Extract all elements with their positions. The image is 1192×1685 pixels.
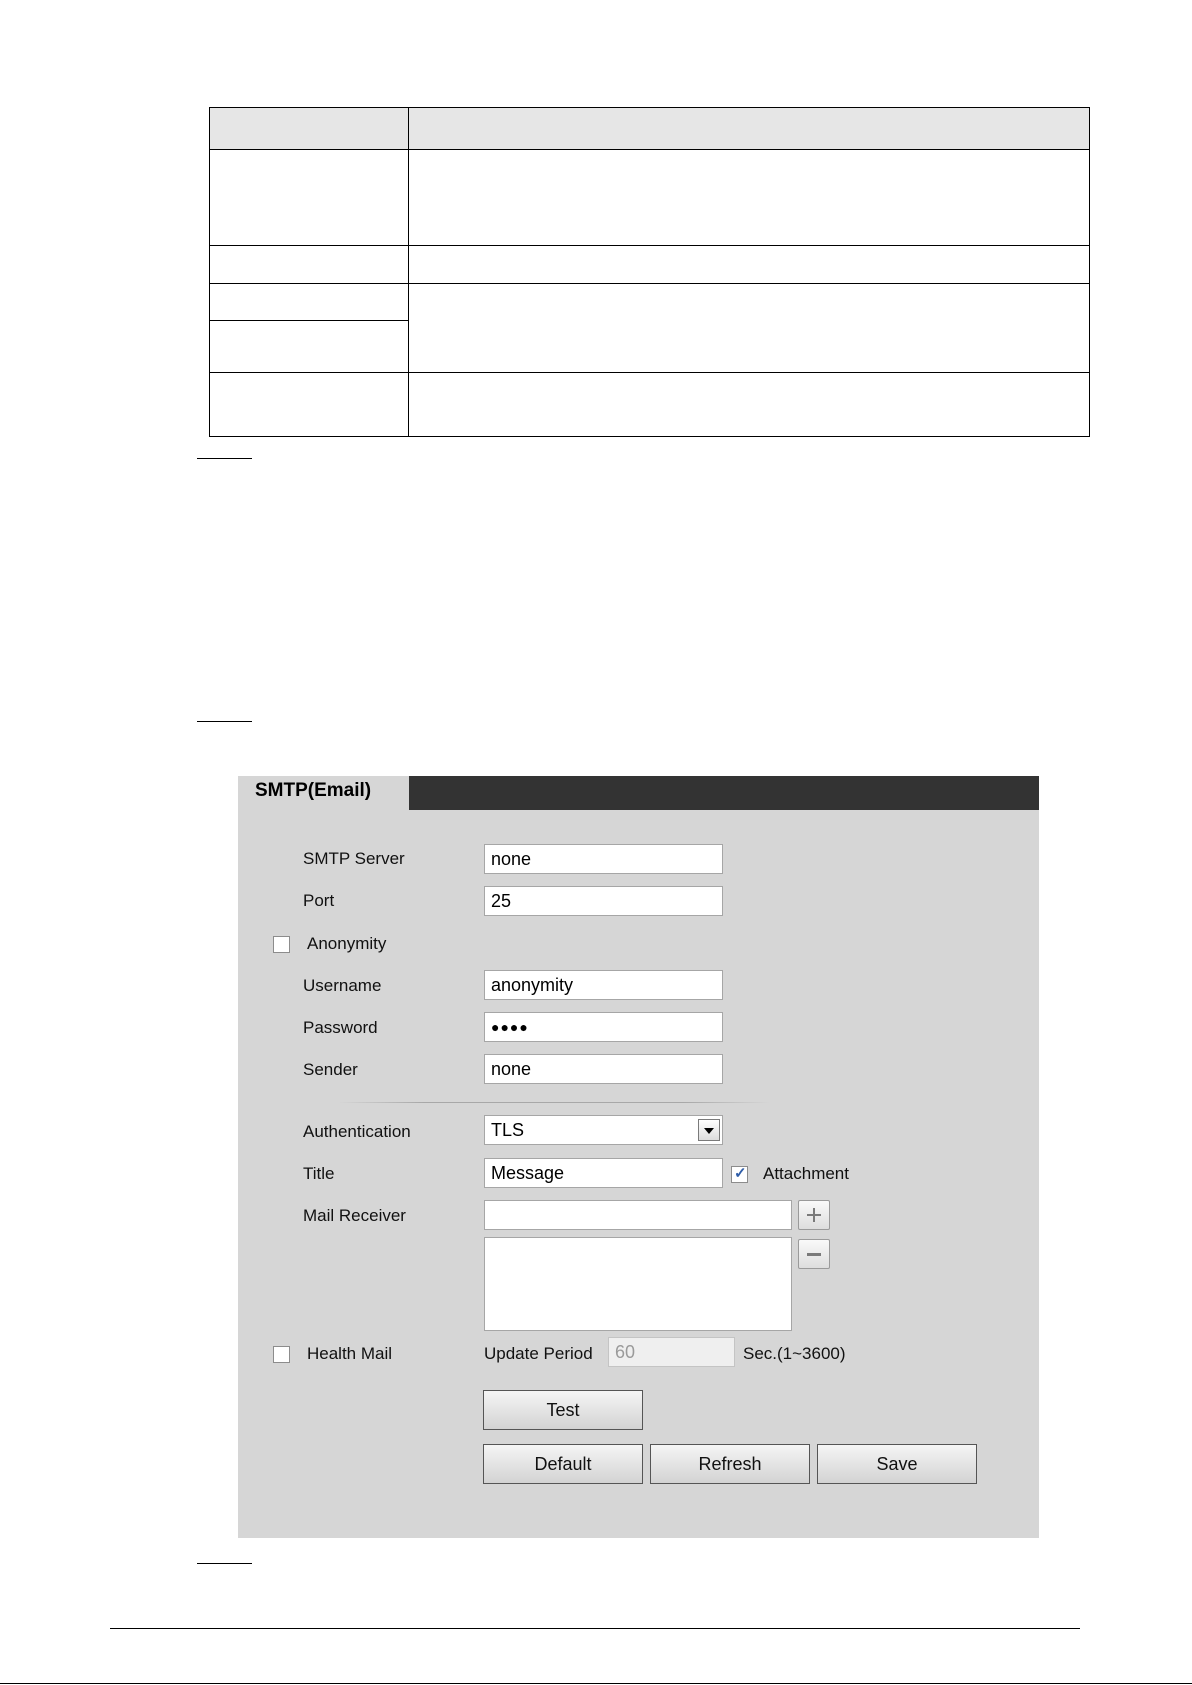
update-period-label: Update Period xyxy=(484,1344,593,1363)
sender-input[interactable]: none xyxy=(484,1054,723,1084)
port-label: Port xyxy=(303,891,335,910)
mail-receiver-list[interactable] xyxy=(484,1237,792,1331)
chevron-down-icon[interactable] xyxy=(698,1119,720,1141)
table-row xyxy=(210,246,1090,283)
smtp-email-panel xyxy=(238,776,1039,1538)
table-row xyxy=(210,150,1090,246)
attachment-checkbox[interactable] xyxy=(731,1166,748,1183)
tab-smtp-email[interactable]: SMTP(Email) xyxy=(238,776,409,810)
password-input[interactable]: ●●●● xyxy=(484,1012,723,1042)
step-marker xyxy=(197,721,252,722)
table-row xyxy=(210,283,1090,320)
port-input[interactable]: 25 xyxy=(484,886,723,916)
footer-rule xyxy=(110,1628,1080,1629)
table-cell xyxy=(409,283,1090,373)
table-cell xyxy=(210,283,409,320)
test-button[interactable]: Test xyxy=(483,1390,643,1430)
smtp-server-input[interactable]: none xyxy=(484,844,723,874)
health-mail-label: Health Mail xyxy=(307,1344,393,1363)
update-period-input[interactable]: 60 xyxy=(608,1337,735,1367)
save-button[interactable]: Save xyxy=(817,1444,977,1484)
anonymity-checkbox[interactable] xyxy=(273,936,290,953)
page-bottom-rule xyxy=(0,1683,1192,1684)
remove-receiver-button[interactable] xyxy=(798,1239,830,1269)
step-marker xyxy=(197,1563,252,1564)
authentication-label: Authentication xyxy=(303,1122,411,1141)
username-label: Username xyxy=(303,976,382,995)
table-cell xyxy=(210,150,409,246)
smtp-server-label: SMTP Server xyxy=(303,849,405,868)
table-cell xyxy=(409,246,1090,283)
table-cell xyxy=(210,320,409,372)
update-period-unit: Sec.(1~3600) xyxy=(743,1344,846,1363)
check-icon: ✓ xyxy=(734,1165,747,1182)
username-input[interactable]: anonymity xyxy=(484,970,723,1000)
table-row xyxy=(210,373,1090,437)
health-mail-checkbox[interactable] xyxy=(273,1346,290,1363)
mail-receiver-input[interactable] xyxy=(484,1200,792,1230)
title-input[interactable]: Message xyxy=(484,1158,723,1188)
anonymity-label: Anonymity xyxy=(307,934,387,953)
authentication-select[interactable] xyxy=(484,1115,723,1145)
sender-label: Sender xyxy=(303,1060,358,1079)
table-cell xyxy=(409,373,1090,437)
table-cell xyxy=(210,373,409,437)
table-header-cell xyxy=(409,108,1090,150)
table-cell xyxy=(409,150,1090,246)
add-receiver-button[interactable] xyxy=(798,1200,830,1230)
table-header-row xyxy=(210,108,1090,150)
step-marker xyxy=(197,458,252,459)
default-button[interactable]: Default xyxy=(483,1444,643,1484)
password-label: Password xyxy=(303,1018,378,1037)
section-divider xyxy=(338,1102,770,1103)
mail-receiver-label: Mail Receiver xyxy=(303,1206,406,1225)
title-label: Title xyxy=(303,1164,335,1183)
table-header-cell xyxy=(210,108,409,150)
parameter-table xyxy=(209,107,1090,437)
attachment-label: Attachment xyxy=(763,1164,849,1183)
refresh-button[interactable]: Refresh xyxy=(650,1444,810,1484)
authentication-value: TLS xyxy=(491,1120,525,1140)
table-cell xyxy=(210,246,409,283)
